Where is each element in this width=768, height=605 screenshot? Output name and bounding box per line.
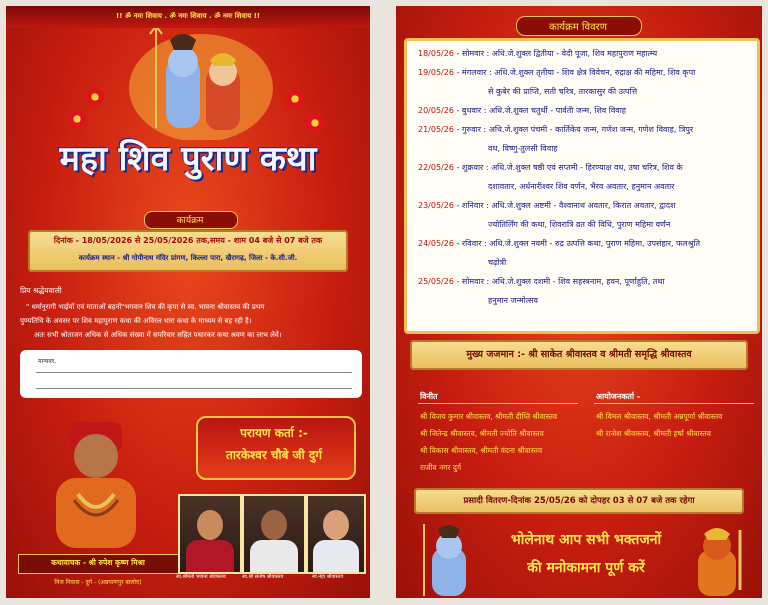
vinit-label: विनीत	[420, 392, 438, 401]
closing-line-2: की मनोकामना पूर्ण करें	[527, 560, 645, 576]
prasad-line: प्रसादी वितरण-दिनांक 25/05/26 को दोपहर 03 से 07 बजे तक रहेगा	[463, 496, 695, 506]
address-line	[36, 372, 352, 373]
schedule-row: 20/05/26 - बुधवार : अधि.जे.शुक्ल चतुर्थी - पार्वती जन्म, शिव विवाह	[418, 106, 627, 115]
schedule-row: 18/05/26 - सोमवार : अधि.जे.शुक्ल द्वितीया - वेदी पूजा, शिव महापुराण महात्म्य	[418, 49, 658, 58]
photo-caption: स्व.श्री संतोष श्रीवास्तव	[242, 574, 284, 580]
photo-caption: स्व.नेहा श्रीवास्तव	[312, 574, 344, 580]
greeting: प्रिय श्रद्धेयवाली	[20, 286, 62, 295]
schedule-title: कार्यक्रम विवरण	[549, 22, 607, 33]
schedule-row-cont: ज्योतिर्लिंग की कथा, शिवरात्रि व्रत की विधि, पुराण महिमा वर्णन	[488, 220, 671, 229]
label-underline	[594, 403, 754, 404]
memorial-photo-3	[306, 494, 366, 574]
organizer-names	[596, 408, 722, 442]
vinit-name-line: श्री जितेन्द्र श्रीवास्तव, श्रीमती ज्योति श्रीवास्तव	[420, 429, 544, 438]
narrator-portrait	[48, 408, 144, 548]
schedule-row: 24/05/26 - रविवार : अधि.जे.शुक्ल नवमी - रुद्र उत्पत्ति कथा, पुराण महिमा, उपसंहार, फलश्रुति	[418, 239, 701, 248]
schedule-row: 23/05/26 - शनिवार : अधि.जे.शुक्ल अष्टमी - वैश्वानाथ अवतार, किरात अवतार, द्वादश	[418, 201, 676, 210]
address-box	[20, 350, 362, 398]
address-box-label: मान्यवर,	[38, 358, 57, 365]
top-chant: !! ॐ नमः शिवाय . ॐ नमः शिवाय . ॐ नमः शिवाय !!	[116, 12, 260, 20]
invitation-front-panel	[6, 6, 370, 598]
flower-ornament-icon	[286, 90, 304, 108]
vinit-name-line: राजीव नगर दुर्ग	[420, 463, 462, 472]
narrator-name: कथावाचक - श्री रुपेश कृष्ण मिश्रा	[51, 558, 145, 567]
host-line: मुख्य जजमान :- श्री साकेत श्रीवास्तव व श्रीमती समृद्धि श्रीवास्तव	[466, 349, 692, 360]
photo-caption: स्व.श्रीमती भावना श्रीवास्तव	[176, 574, 226, 580]
vinit-name-line: श्री विकास श्रीवास्तव, श्रीमती वंदना श्रीवास्तव	[420, 446, 543, 455]
address-line	[36, 388, 352, 389]
organizer-name-line: श्री विमल श्रीवास्तव, श्रीमती अन्नपूर्णा श्रीवास्तव	[596, 412, 723, 421]
label-underline	[418, 403, 578, 404]
flower-ornament-icon	[306, 114, 324, 132]
program-label: कार्यक्रम	[176, 216, 204, 226]
schedule-row: 21/05/26 - गुरुवार : अधि.जे.शुक्ल पंचमी - कार्तिकेय जन्म, गणेश जन्म, गणेश विवाह, त्रिपुर	[418, 125, 694, 134]
schedule-list	[418, 44, 748, 310]
organizer-name-line: श्री राजेश श्रीवास्तव, श्रीमती हर्षा श्रीवास्तव	[596, 429, 711, 438]
organizer-label: आयोजनकर्ता -	[596, 392, 641, 401]
vinit-name-line: श्री विजय कुमार श्रीवास्तव, श्रीमती दीप्ति श्रीवास्तव	[420, 412, 558, 421]
narrator-home: निज निवास - दुर्ग - (अन्नपाणपुर बालोद)	[54, 579, 142, 586]
schedule-row: 22/05/26 - शुक्रवार : अधि.जे.शुक्ल षष्ठी एवं सप्तमी - हिरण्याक्ष वध, उषा चरित्र, शिव के	[418, 163, 683, 172]
schedule-row: 25/05/26 - सोमवार : अधि.जे.शुक्ल दशमी - शिव सहस्त्रनाम, हवन, पूर्णाहुति, तथा	[418, 277, 665, 286]
schedule-row-cont: दशावतार, अर्धनारीश्वर शिव वर्णन, भैरव अवतार, हनुमान अवतार	[488, 182, 675, 191]
date-line: दिनांक - 18/05/2026 से 25/05/2026 तक,समय - शाम 04 बजे से 07 बजे तक	[53, 236, 323, 245]
vinit-names	[420, 408, 557, 476]
reciter-label: परायण कर्ता :-	[240, 426, 308, 440]
schedule-row: 19/05/26 - मंगलवार : अधि.जे.शुक्ल तृतीया - शिव क्षेत्र विवेचन, रुद्राक्ष की महिमा, शिव कृपा	[418, 68, 696, 77]
venue-line: कार्यक्रम स्थान - श्री गोपीनाथ मंदिर प्रांगण, किल्ला पारा, खैरागढ़, जिला - के.सी.जी.	[78, 254, 298, 262]
schedule-row-cont: हनुमान जन्मोत्सव	[488, 296, 539, 305]
schedule-row-cont: चढ़ोत्री	[488, 258, 507, 267]
event-title: महा शिव पुराण कथा	[59, 139, 317, 179]
flower-ornament-icon	[68, 110, 86, 128]
closing-line-1: भोलेनाथ आप सभी भक्तजनों	[510, 532, 662, 548]
flower-ornament-icon	[86, 88, 104, 106]
schedule-row-cont: वध, विष्णु-तुलसी विवाह	[488, 144, 558, 153]
invite-line-2: पुण्यतिथि के अवसर पर शिव महापुराण कथा की अविरल धारा कथा के माध्यम से बह रही है।	[20, 317, 252, 325]
invitation-back-panel	[396, 6, 762, 598]
reciter-name: तारकेश्वर चौबे जी दुर्ग	[225, 448, 322, 462]
memorial-photo-1	[178, 494, 242, 574]
schedule-row-cont: से कुबेर की प्राप्ति, सती चरित्र, तारकासुर की उत्पत्ति	[488, 87, 638, 96]
invite-line-1: " धर्मानुरागी भाईयों एवं माताओं बहनों"भगवान शिव की कृपा से स्व. भावना श्रीवास्तव की प्रथम	[26, 303, 265, 311]
invite-line-3: अतः सभी श्रोताजन अधिक से अधिक संख्या में सपरिवार सहित पधारकर कथा श्रवण का लाभ लेवें।	[34, 331, 282, 339]
shiva-parvati-image	[126, 28, 276, 140]
memorial-photo-2	[242, 494, 306, 574]
